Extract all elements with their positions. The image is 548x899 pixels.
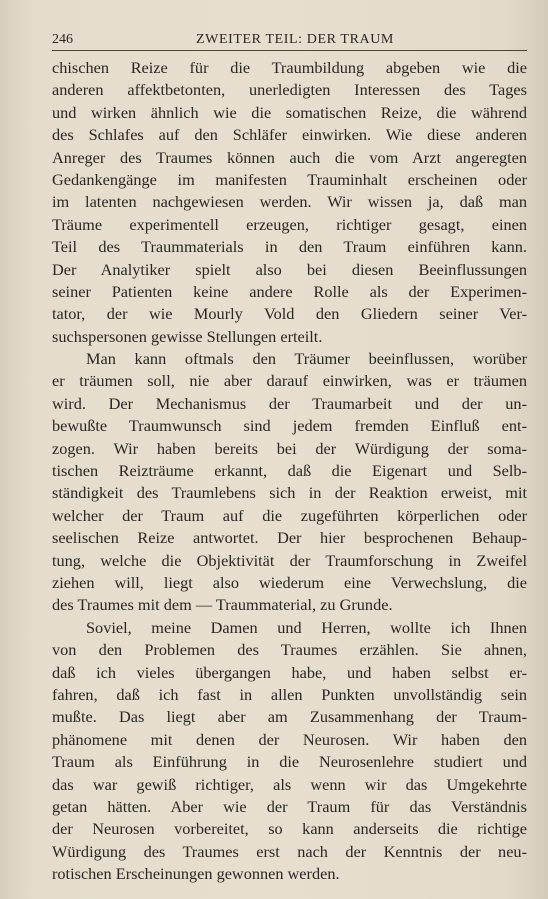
text-line: chischen Reize für die Traumbildung abgeben wie die (52, 58, 527, 77)
text-line: Anreger des Traumes können auch die vom Arzt angeregten (52, 147, 527, 167)
running-title: ZWEITER TEIL: DER TRAUM (196, 32, 394, 47)
text-line: Teil des Traummaterials in den Traum einführen kann. (52, 237, 527, 257)
text-line: Traum als Einführung in die Neurosenlehre studiert und (52, 752, 527, 772)
text-line: bewußte Traumwunsch sind jedem fremden Einfluß ent- (52, 416, 527, 436)
text-line: der Neurosen vorbereitet, so kann anderseits die richtige (52, 819, 527, 839)
text-line: wird. Der Mechanismus der Traumarbeit und der un- (52, 393, 527, 413)
text-line: phänomene mit denen der Neurosen. Wir haben den (52, 729, 527, 749)
page-number: 246 (52, 32, 73, 47)
text-line: daß ich vieles übergangen habe, und haben selbst er- (52, 662, 527, 682)
text-line: welcher der Traum auf die zugeführten körperlichen oder (52, 505, 527, 525)
text-line: er träumen soll, nie aber darauf einwirken, was er träumen (52, 371, 527, 391)
text-line: seelischen Reize antwortet. Der hier besprochenen Behaup- (52, 528, 527, 548)
text-line: mußte. Das liegt aber am Zusammenhang der Traum- (52, 707, 527, 727)
paragraph-first-line: Man kann oftmals den Träumer beeinflussen, worüber (86, 349, 527, 369)
text-line: fahren, daß ich fast in allen Punkten unvollständig sein (52, 684, 527, 704)
text-line: tator, der wie Mourly Vold den Gliedern seiner Ver- (52, 304, 527, 324)
text-line: das war gewiß richtiger, als wenn wir das Umgekehrte (52, 774, 527, 794)
text-line: zogen. Wir haben bereits bei der Würdigung der soma- (52, 438, 527, 458)
text-line: ständigkeit des Traumlebens sich in der Reaktion erweist, mit (52, 483, 527, 503)
paragraph-first-line: Soviel, meine Damen und Herren, wollte ich Ihnen (86, 617, 527, 637)
text-line: Träume experimentell erzeugen, richtiger gesagt, einen (52, 214, 527, 234)
text-line: des Schlafes auf den Schläfer einwirken. Wie diese anderen (52, 125, 527, 145)
text-line: im latenten nachgewiesen werden. Wir wissen ja, daß man (52, 192, 527, 212)
text-line: Gedankengänge im manifesten Trauminhalt erscheinen oder (52, 169, 527, 189)
text-line: ziehen will, liegt also wiederum eine Verwechslung, die (52, 572, 527, 592)
text-line: Würdigung des Traumes erst nach der Kenntnis der neu- (52, 841, 527, 861)
text-line: tung, welche die Objektivität der Traumforschung in Zweifel (52, 550, 527, 570)
text-line: getan hätten. Aber wie der Traum für das Verständnis (52, 796, 527, 816)
body-text (52, 57, 527, 885)
text-line: und wirken ähnlich wie die somatischen Reize, die während (52, 102, 527, 122)
paragraph-last-line: rotischen Erscheinungen gewonnen werden. (52, 864, 340, 884)
text-line: seiner Patienten keine andere Rolle als der Experimen- (52, 281, 527, 301)
text-line: anderen affektbetonten, unerledigten Interessen des Tages (52, 80, 527, 100)
text-line: tischen Reizträume erkannt, daß die Eigenart und Selb- (52, 461, 527, 481)
paragraph-last-line: suchspersonen gewisse Stellungen erteilt. (52, 326, 323, 346)
text-line: von den Problemen des Traumes erzählen. Sie ahnen, (52, 640, 527, 660)
paragraph-last-line: des Traumes mit dem — Traummaterial, zu Grunde. (52, 595, 393, 615)
text-line: Der Analytiker spielt also bei diesen Beeinflussungen (52, 259, 527, 279)
page-header (52, 30, 527, 51)
